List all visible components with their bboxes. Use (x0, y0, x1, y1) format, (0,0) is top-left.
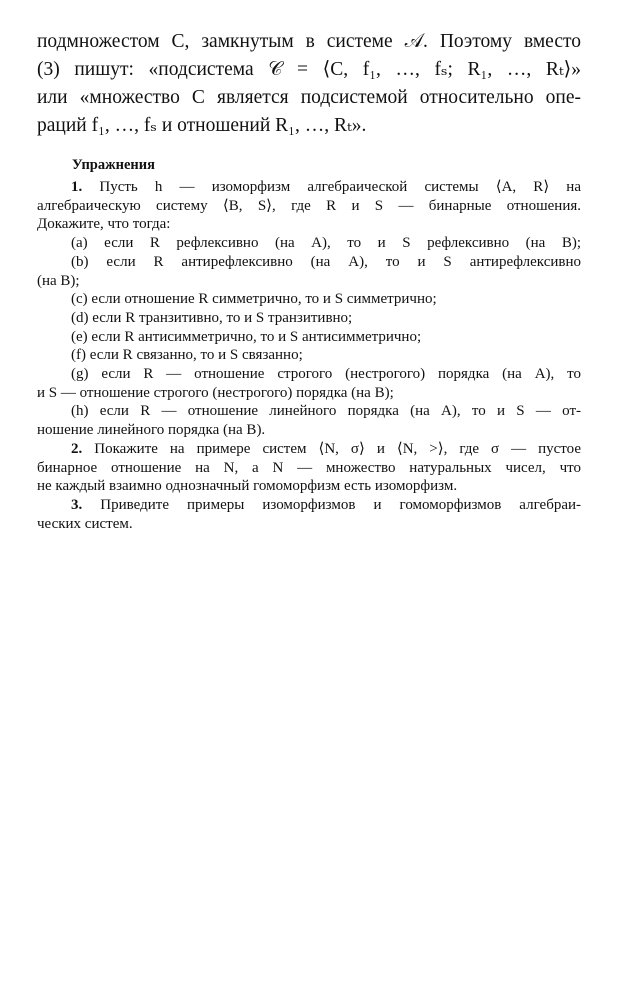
exercise-number: 3. (71, 496, 83, 513)
text-line: (h) если R — отношение линейного порядка (на A), то и S — от- (71, 403, 581, 420)
exercise-3 (37, 496, 581, 533)
text-line: (f) если R связанно, то и S связанно; (71, 347, 303, 364)
text-line: ческих систем. (37, 515, 133, 532)
text-line: (g) если R — отношение строгого (нестрогого) порядка (на A), то (71, 366, 581, 383)
text-line: и S — отношение строгого (нестрогого) порядка (на B); (37, 384, 394, 401)
exercise-2 (37, 440, 581, 496)
text-line: (e) если R антисимметрично, то и S антисимметрично; (71, 328, 422, 345)
text-line: раций f₁, …, fₛ и отношений R₁, …, Rₜ». (37, 115, 367, 136)
text-line: (на B); (37, 272, 80, 289)
text-line: или «множество C является подсистемой относительно опе- (37, 87, 581, 108)
text-line: Покажите на примере систем ⟨N, σ⟩ и ⟨N, >⟩, где σ — пустое (94, 440, 582, 457)
text-line: подмножестом C, замкнутым в системе 𝒜. Поэтому вместо (37, 31, 581, 52)
text-line: (d) если R транзитивно, то и S транзитивно; (71, 309, 353, 326)
exercises-body (37, 178, 581, 533)
exercise-number: 2. (71, 440, 83, 457)
section-title: Упражнения (72, 157, 155, 173)
text-line: Приведите примеры изоморфизмов и гомоморфизмов алгебраи- (100, 496, 582, 513)
text-line: Пусть h — изоморфизм алгебраической системы ⟨A, R⟩ на (99, 179, 581, 195)
text-line: алгебраическую систему ⟨B, S⟩, где R и S — бинарные отношения. (37, 197, 581, 214)
text-line: не каждый взаимно однозначный гомоморфизм есть изоморфизм. (37, 478, 458, 495)
text-line: (c) если отношение R симметрично, то и S симметрично; (71, 291, 437, 308)
intro-paragraph (37, 28, 581, 140)
text-line: (3) пишут: «подсистема 𝒞 = ⟨C, f₁, …, fₛ; R₁, …, Rₜ⟩» (37, 59, 581, 80)
text-line: (a) если R рефлексивно (на A), то и S рефлексивно (на B); (71, 235, 581, 252)
text-line: Докажите, что тогда: (37, 216, 171, 233)
text-line: (b) если R антирефлексивно (на A), то и S антирефлексивно (71, 253, 581, 270)
exercise-number: 1. (71, 179, 83, 195)
exercise-1 (37, 178, 581, 440)
text-line: бинарное отношение на N, а N — множество натуральных чисел, что (37, 459, 581, 476)
text-line: ношение линейного порядка (на B). (37, 422, 266, 439)
